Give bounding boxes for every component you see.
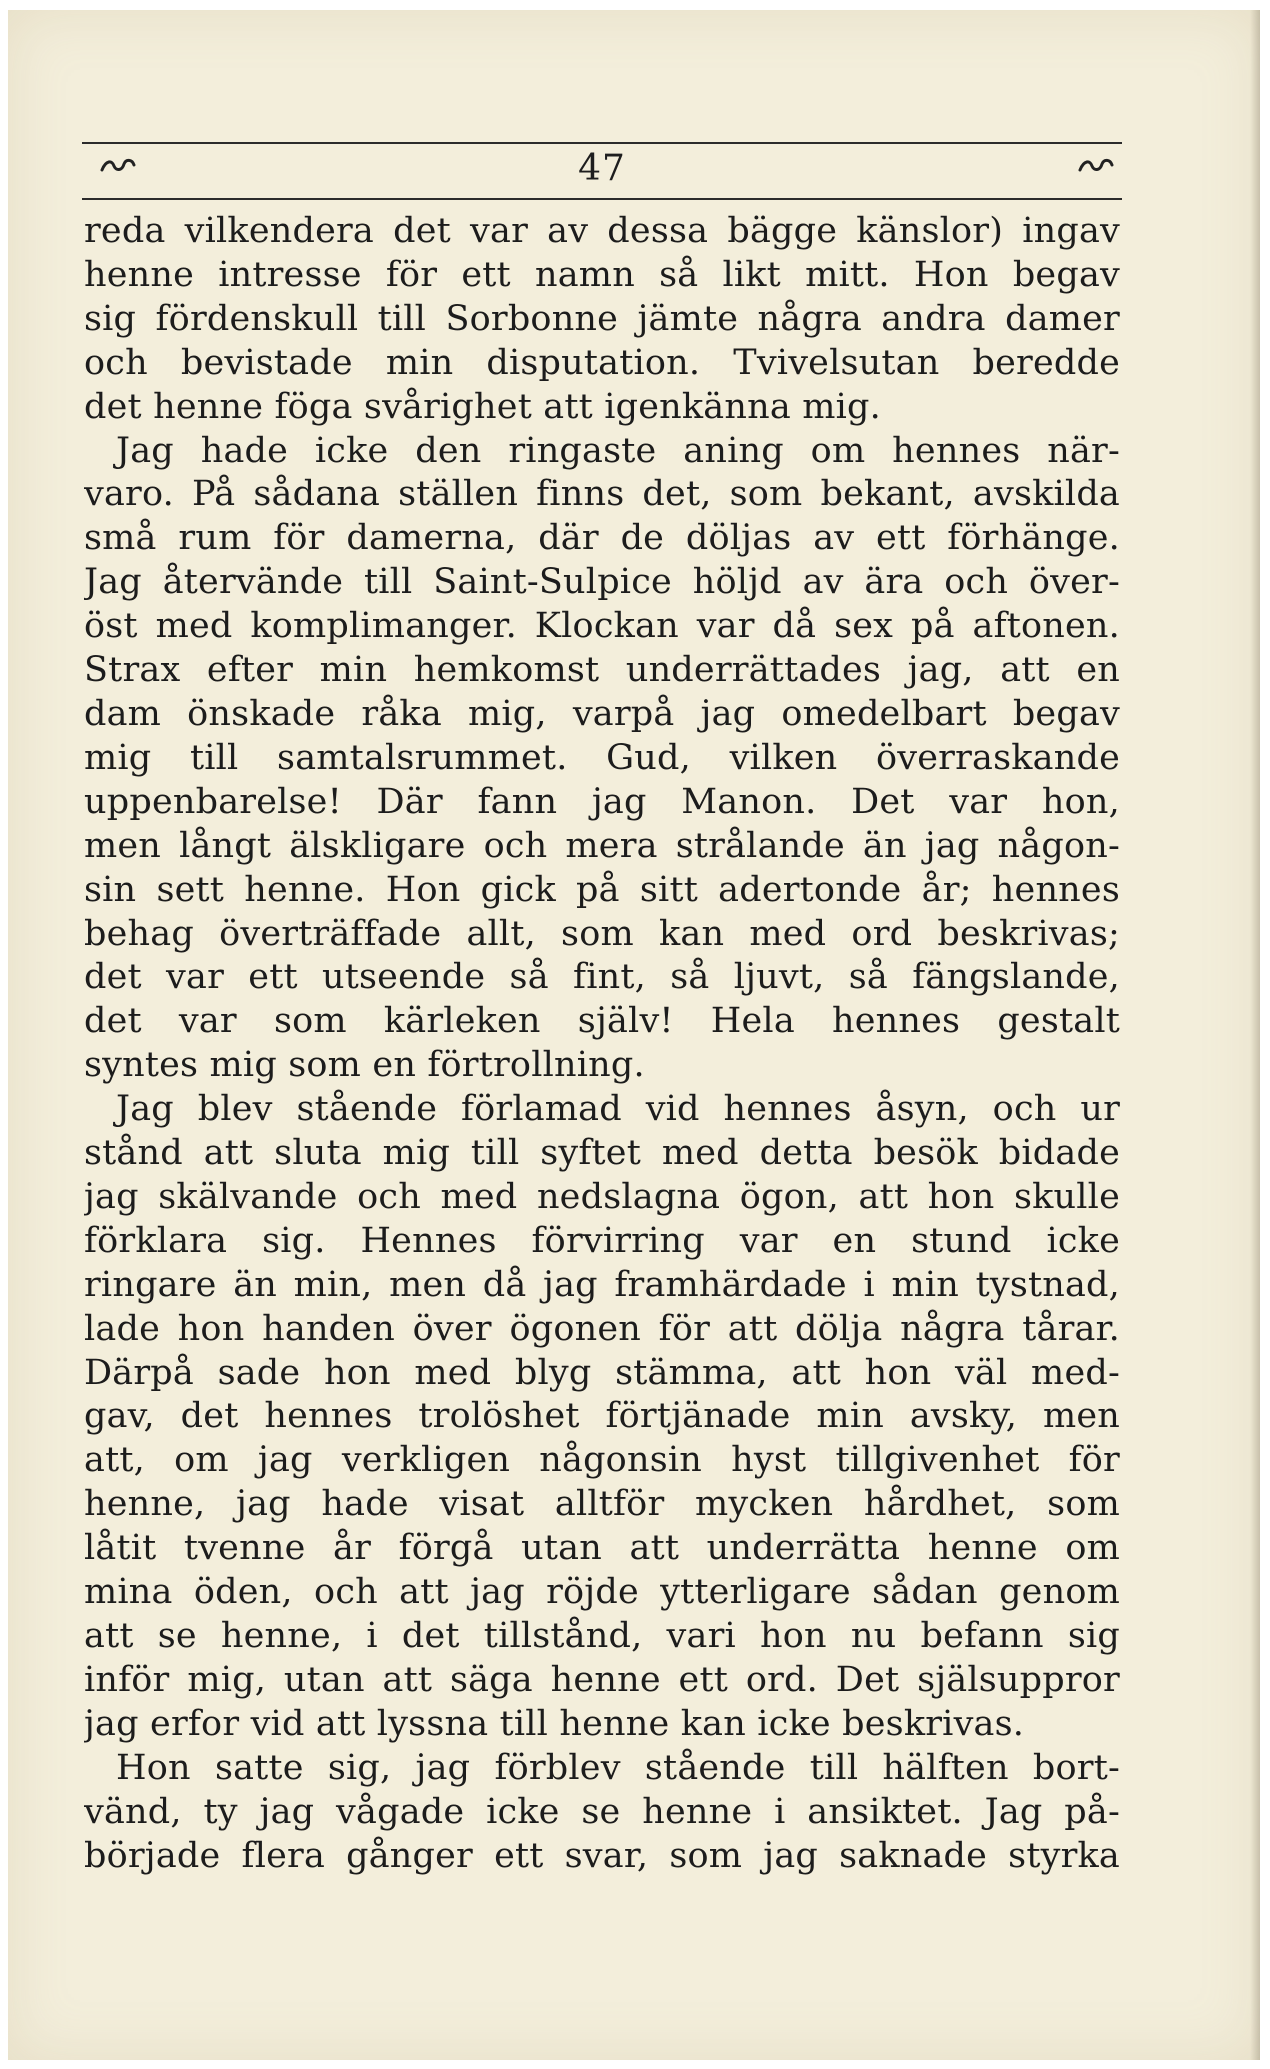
text-line: mina öden, och att jag röjde ytterligare sådan genom bbox=[84, 1572, 1120, 1613]
text-line: små rum för damerna, där de döljas av ett förhänge. bbox=[84, 518, 1120, 559]
page-edge-shadow bbox=[1250, 10, 1260, 2060]
text-line: varo. På sådana ställen finns det, som bekant, avskilda bbox=[84, 474, 1120, 515]
text-line: vänd, ty jag vågade icke se henne i ansiktet. Jag på- bbox=[84, 1791, 1120, 1832]
text-line: Jag återvände till Saint-Sulpice höljd av ära och över- bbox=[84, 562, 1120, 603]
text-line: och bevistade min disputation. Tvivelsutan beredde bbox=[84, 342, 1120, 383]
text-line: lade hon handen över ögonen för att dölja några tårar. bbox=[84, 1308, 1120, 1349]
text-line: jag erfor vid att lyssna till henne kan icke beskrivas. bbox=[84, 1703, 1025, 1744]
vine-scroll-ornament-icon bbox=[1078, 156, 1114, 174]
text-line: uppenbarelse! Där fann jag Manon. Det var hon, bbox=[84, 781, 1120, 822]
text-line: det henne föga svårighet att igenkänna mig. bbox=[84, 386, 881, 427]
text-line: mig till samtalsrummet. Gud, vilken överraskande bbox=[84, 737, 1120, 778]
text-line: behag överträffade allt, som kan med ord beskrivas; bbox=[84, 913, 1120, 954]
page-body-text bbox=[84, 210, 1120, 1878]
text-line: det var ett utseende så fint, så ljuvt, så fängslande, bbox=[84, 957, 1120, 998]
text-line: sig fördenskull till Sorbonne jämte några andra damer bbox=[84, 298, 1120, 339]
text-line: att se henne, i det tillstånd, vari hon nu befann sig bbox=[84, 1616, 1120, 1656]
text-line: det var som kärleken själv! Hela hennes gestalt bbox=[84, 1001, 1120, 1042]
header-rule-bottom bbox=[82, 198, 1122, 200]
text-line: reda vilkendera det var av dessa bägge känslor) ingav bbox=[84, 211, 1120, 251]
text-line: förklara sig. Hennes förvirring var en stund icke bbox=[84, 1220, 1120, 1261]
text-line: Strax efter min hemkomst underrättades jag, att en bbox=[84, 650, 1120, 691]
text-line: henne intresse för ett namn så likt mitt. Hon begav bbox=[84, 254, 1120, 295]
text-line: Jag hade icke den ringaste aning om hennes när- bbox=[116, 430, 1120, 471]
text-line: ringare än min, men då jag framhärdade i min tystnad, bbox=[84, 1264, 1120, 1305]
text-line: sin sett henne. Hon gick på sitt adertonde år; hennes bbox=[84, 869, 1120, 910]
header-rule-top bbox=[82, 142, 1122, 144]
text-line: gav, det hennes trolöshet förtjänade min avsky, men bbox=[84, 1396, 1120, 1437]
text-line: dam önskade råka mig, varpå jag omedelbart begav bbox=[84, 693, 1120, 734]
text-line: inför mig, utan att säga henne ett ord. Det själsuppror bbox=[84, 1659, 1120, 1700]
running-header bbox=[82, 136, 1122, 206]
text-line: Därpå sade hon med blyg stämma, att hon väl med- bbox=[84, 1352, 1120, 1393]
text-line: Hon satte sig, jag förblev stående till hälften bort- bbox=[116, 1747, 1120, 1788]
text-line: började flera gånger ett svar, som jag saknade styrka bbox=[84, 1835, 1120, 1876]
text-line: att, om jag verkligen någonsin hyst tillgivenhet för bbox=[84, 1440, 1120, 1481]
text-line: låtit tvenne år förgå utan att underrätta henne om bbox=[84, 1528, 1120, 1569]
text-line: stånd att sluta mig till syftet med detta besök bidade bbox=[84, 1133, 1120, 1174]
page-number: 47 bbox=[578, 148, 626, 189]
text-line: Jag blev stående förlamad vid hennes åsyn, och ur bbox=[116, 1089, 1120, 1130]
text-line: öst med komplimanger. Klockan var då sex på aftonen. bbox=[84, 606, 1120, 647]
text-line: men långt älskligare och mera strålande än jag någon- bbox=[84, 825, 1120, 866]
text-line: henne, jag hade visat alltför mycken hårdhet, som bbox=[84, 1484, 1120, 1525]
text-line: jag skälvande och med nedslagna ögon, att hon skulle bbox=[84, 1176, 1120, 1217]
text-line: syntes mig som en förtrollning. bbox=[84, 1045, 645, 1086]
